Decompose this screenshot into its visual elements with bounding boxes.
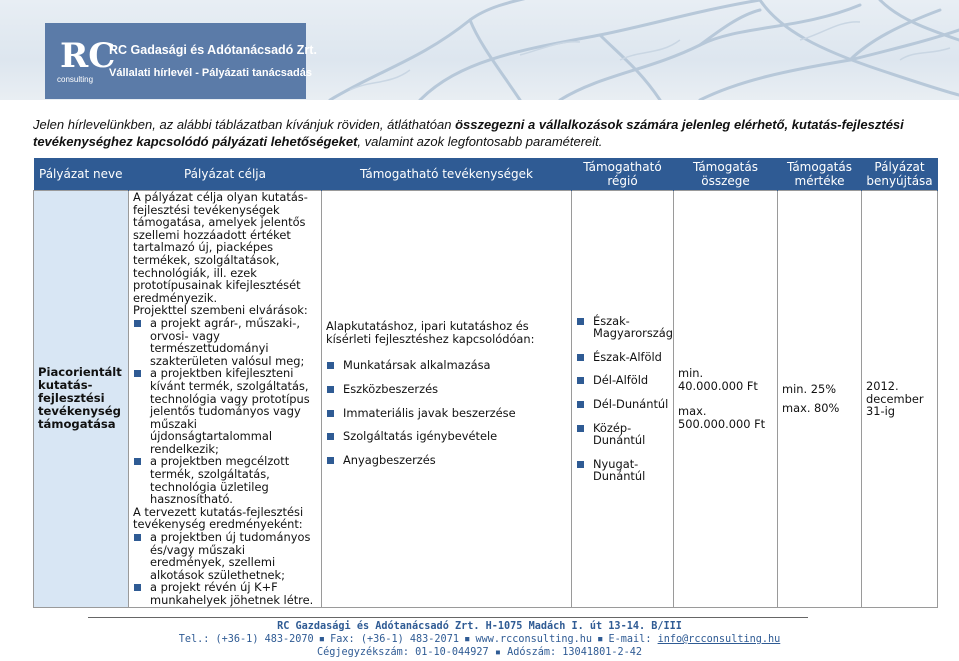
goal-intro: A pályázat célja olyan kutatás-fejlesztési tevékenységek támogatása, amelyek jelentős szellemi hozzáadott értéket tartalmazó új, piacképes termékek, szolgáltatások, technológiák, ill. ezek prototípusainak kifejlesztését eredményezik. (133, 190, 308, 305)
col-header-goal: Pályázat célja (129, 158, 322, 191)
grant-activities-cell (322, 191, 572, 608)
footer-fax: Fax: (+36-1) 483-2071 (330, 634, 459, 645)
list-item: Közép-Dunántúl (576, 422, 669, 447)
goal-results-title: A tervezett kutatás-fejlesztési tevékenység eredményeként: (133, 504, 304, 532)
list-item: a projektben megcélzott termék, szolgáltatás, technológia üzletileg hasznosítható. (133, 455, 317, 505)
deadline-year: 2012. (866, 378, 899, 393)
activities-list (326, 359, 567, 466)
separator-icon: ■ (319, 635, 325, 643)
col-header-rate: Támogatás mértéke (778, 158, 862, 191)
col-header-deadline: Pályázat benyújtása (862, 158, 938, 191)
list-item: Munkatársak alkalmazása (326, 359, 567, 372)
deadline-day: 31-ig (866, 404, 895, 419)
footer-tel: Tel.: (+36-1) 483-2070 (178, 634, 314, 645)
region-list (576, 313, 673, 484)
goal-req-title: Projekttel szembeni elvárások: (133, 303, 308, 318)
amount-min: 40.000.000 Ft (678, 378, 758, 393)
newsletter-header (0, 0, 959, 100)
list-item: Dél-Alföld (576, 374, 669, 387)
col-header-amount: Támogatás összege (674, 158, 778, 191)
amount-min-label: min. (678, 366, 704, 381)
grant-table (33, 158, 938, 608)
footer-email-label: E-mail: (608, 634, 658, 645)
intro-paragraph: Jelen hírlevelünkben, az alábbi táblázatban kívánjuk röviden, átláthatóan összegezni a vállalkozások számára jelenleg elérhető, kutatás-fejlesztési tevékenységhez kapcsolódó pályázati lehetőségeket, valamint azok legfontosabb paramétereit. (33, 117, 904, 149)
list-item: Anyagbeszerzés (326, 454, 567, 467)
grant-deadline-cell (862, 191, 938, 608)
grant-name: Piacorientált kutatás-fejlesztési tevékenység támogatása (34, 191, 129, 608)
grant-rate-cell (778, 191, 862, 608)
rate-min: min. 25% (782, 382, 837, 397)
activities-intro: Alapkutatáshoz, ipari kutatáshoz és kísérleti fejlesztéshez kapcsolódóan: (326, 319, 535, 346)
separator-icon: ■ (465, 635, 470, 643)
list-item: Immateriális javak beszerzése (326, 407, 567, 420)
list-item: Észak-Alföld (576, 351, 669, 364)
list-item: a projektben kifejleszteni kívánt termék, szolgáltatás, technológia vagy prototípus jelentős tudományos vagy műszaki újdonságtartalommal rendelkezik; (133, 367, 317, 455)
newsletter-title: Vállalati hírlevél - Pályázati tanácsadás (109, 67, 312, 79)
col-header-name: Pályázat neve (34, 158, 129, 191)
list-item: a projektben új tudományos és/vagy műszaki eredmények, szellemi alkotások születhetnek; (133, 531, 317, 581)
company-name: RC Gadasági és Adótanácsadó Zrt. (109, 43, 317, 57)
col-header-region: Támogatható régió (572, 158, 674, 191)
footer-address: RC Gazdasági és Adótanácsadó Zrt. H-1075 Madách I. út 13-14. B/III (277, 621, 682, 632)
footer-contacts (0, 633, 959, 646)
table-header-row (34, 158, 938, 191)
list-item: Szolgáltatás igénybevétele (326, 430, 567, 443)
rc-consulting-logo: RC consulting (57, 36, 116, 84)
amount-max-label: max. (678, 404, 707, 419)
rate-max: max. 80% (782, 400, 840, 415)
grant-region-cell (572, 191, 674, 608)
table-row (34, 191, 938, 608)
deadline-month: december (866, 391, 924, 406)
list-item: a projekt agrár-, műszaki-, orvosi- vagy természettudományi szakterületen valósul meg; (133, 317, 317, 367)
list-item: Eszközbeszerzés (326, 383, 567, 396)
separator-icon: ■ (598, 635, 603, 643)
grant-amount-cell (674, 191, 778, 608)
grant-goal-cell (129, 191, 322, 608)
intro-emphasis: összegezni a vállalkozások számára jelenleg elérhető, kutatás-fejlesztési tevékenységhez kapcsolódó pályázati lehetőségeket (33, 117, 904, 149)
goal-results-list (133, 531, 317, 607)
footer-registration: Cégjegyzékszám: 01-10-044927 ▪ Adószám: 13041801-2-42 (316, 647, 643, 658)
list-item: a projekt révén új K+F munkahelyek jöhetnek létre. (133, 581, 317, 606)
goal-req-list (133, 317, 317, 506)
amount-max: 500.000.000 Ft (678, 416, 766, 431)
list-item: Dél-Dunántúl (576, 398, 669, 411)
list-item: Nyugat-Dunántúl (576, 458, 669, 483)
footer-web-link[interactable]: www.rcconsulting.hu (475, 634, 593, 645)
col-header-activities: Támogatható tevékenységek (322, 158, 572, 191)
brand-box (45, 23, 317, 99)
list-item: Észak-Magyarország (576, 315, 669, 340)
footer-email-link[interactable]: info@rcconsulting.hu (657, 634, 781, 645)
footer-divider (88, 617, 808, 618)
